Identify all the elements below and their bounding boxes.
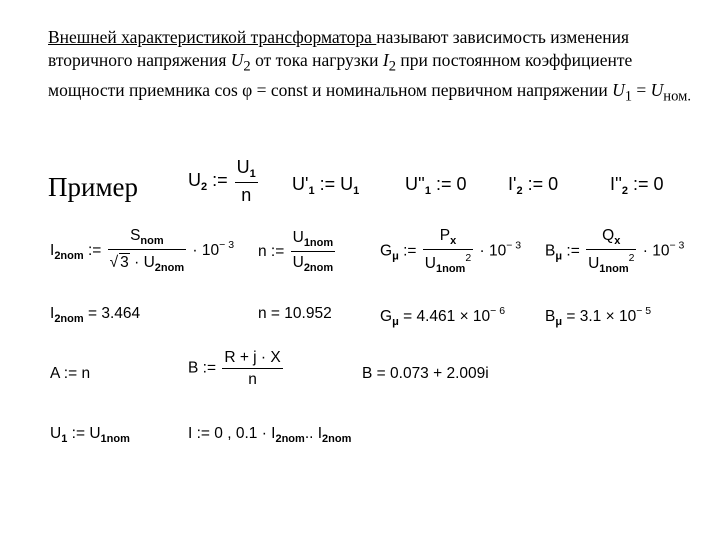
u1-double-prime-definition: $U''_1$ := 0 xyxy=(405,174,467,197)
term-underlined: Внешней характеристикой трансформатора xyxy=(48,27,377,47)
definition-paragraph: Внешней характеристикой трансформатора называют зависимость изменения вторичного напряжения $U_2$ от тока нагрузки $I_2$ при постоянном коэффициенте мощности приемника cos φ = const и номинальном первичном напряжении $U_1 = U_{ном.}$ xyxy=(48,27,691,104)
i2-prime-definition: $I'_2$ := 0 xyxy=(508,174,559,197)
current-range: I := 0 , $0.1 \cdot I_{2nom}$.. $I_{2nom}$ xyxy=(188,425,352,445)
g-mu-formula: $G_\mu$ := $\frac{P_x}{U_{1nom}^2}$ · $10^{- 3}$ xyxy=(380,227,522,275)
i2-double-prime-definition: $I''_2$ := 0 xyxy=(610,174,664,197)
u1-definition: $U_1$ := $U_{1nom}$ xyxy=(50,425,130,445)
n-formula: n := $\frac{U_{1nom}}{U_{2nom}}$ xyxy=(258,229,334,274)
g-mu-result: $G_\mu = 4.461 \times 10^{- 6}$ xyxy=(380,305,506,328)
b-result: B = 0.073 + 2.009i xyxy=(362,365,489,382)
example-heading: Пример xyxy=(48,172,139,202)
a-definition: A := n xyxy=(50,365,91,382)
b-mu-formula: $B_\mu$ := $\frac{Q_x}{U_{1nom}^2}$ · $10^{- 3}$ xyxy=(545,227,685,275)
b-mu-result: $B_\mu = 3.1 \times 10^{- 5}$ xyxy=(545,305,652,328)
n-result: n = 10.952 xyxy=(258,305,332,322)
u2-definition: $U_2$ := $\frac{U_1}{n}$ xyxy=(188,157,256,205)
u2-fraction: $\frac{U_1}{n}$ xyxy=(236,157,256,205)
i2nom-formula: $I_{2nom}$ := $\frac{S_{nom}}{√ 3 \cdot U_{2nom}}$ · $10^{- 3}$ xyxy=(50,227,235,274)
b-definition: B := $\frac{R + j \cdot X}{n}$ xyxy=(188,349,281,388)
u1-prime-definition: $U'_1$ := $U_1$ xyxy=(292,174,360,197)
i2nom-result: $I_{2nom} = 3.464$ xyxy=(50,305,141,325)
